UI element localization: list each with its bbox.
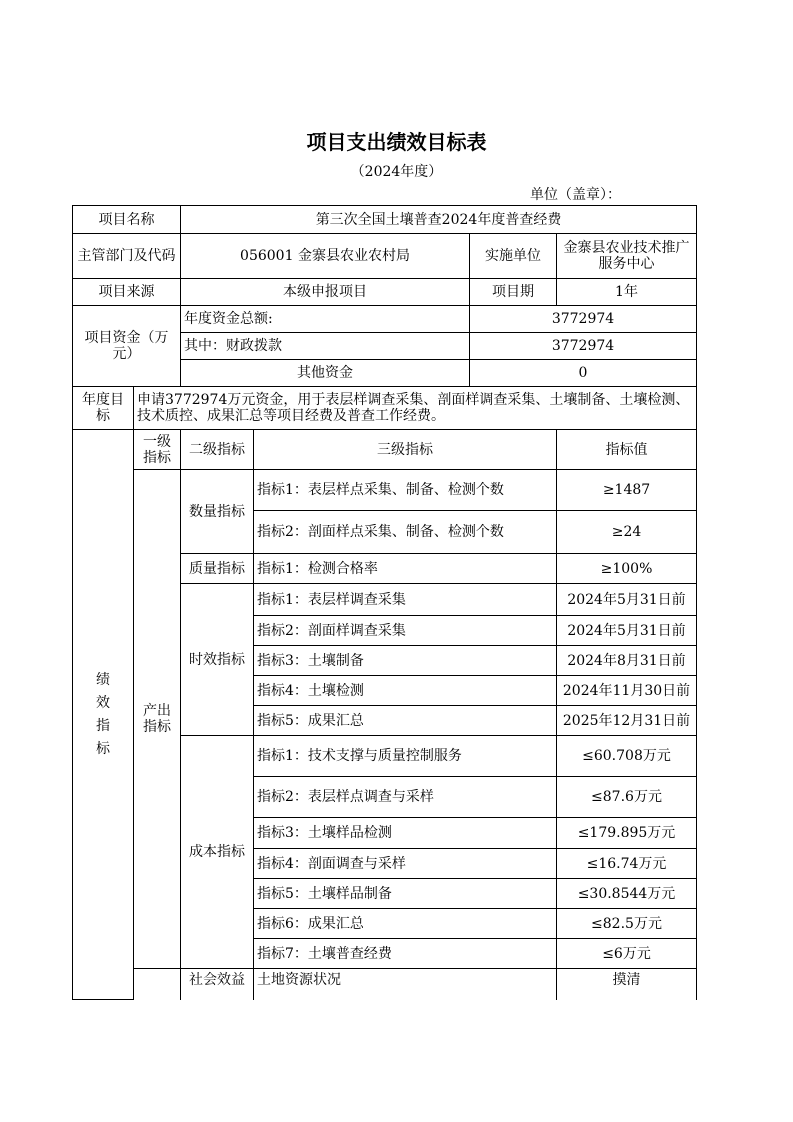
source-value: 本级申报项目 [181, 279, 470, 306]
funds-total-label: 年度资金总额: [181, 306, 470, 333]
indicator-name: 指标2：表层样点调查与采样 [254, 777, 557, 818]
indicator-value: ≥24 [557, 511, 697, 554]
funds-fiscal-value: 3772974 [470, 333, 697, 360]
funds-total-value: 3772974 [470, 306, 697, 333]
indicator-value: ≤82.5万元 [557, 909, 697, 939]
indicator-value: 2024年11月30日前 [557, 676, 697, 706]
source-label: 项目来源 [73, 279, 181, 306]
perf-indicators-text: 绩效指标 [96, 671, 110, 757]
indicator-value: 2024年5月31日前 [557, 584, 697, 616]
timeliness-indicator-label: 时效指标 [181, 584, 254, 736]
project-name-label: 项目名称 [73, 206, 181, 234]
indicator-name: 指标1：检测合格率 [254, 554, 557, 584]
indicator-value: 2025年12月31日前 [557, 706, 697, 736]
indicator-name: 土地资源状况 [254, 969, 557, 1000]
social-benefit-label: 社会效益 [181, 969, 254, 1000]
indicator-name: 指标1：表层样点采集、制备、检测个数 [254, 470, 557, 511]
page-title: 项目支出绩效目标表 [306, 130, 487, 154]
indicator-value: ≤87.6万元 [557, 777, 697, 818]
indicator-name: 指标1：技术支撑与质量控制服务 [254, 736, 557, 777]
indicator-value: ≤179.895万元 [557, 818, 697, 849]
indicator-name: 指标2：剖面样点采集、制备、检测个数 [254, 511, 557, 554]
indicator-name: 指标6：成果汇总 [254, 909, 557, 939]
perf-indicators-label [73, 430, 134, 1000]
col-level1-header: 一级指标 [134, 430, 181, 470]
indicator-name: 指标2：剖面样调查采集 [254, 616, 557, 646]
unit-seal-label: 单位（盖章）： [530, 187, 621, 203]
fiscal-year: （2024年度） [350, 164, 443, 180]
period-label: 项目期 [470, 279, 557, 306]
output-indicator-label: 产出指标 [134, 470, 181, 969]
col-level3-header: 三级指标 [254, 430, 557, 470]
indicator-value: ≥100% [557, 554, 697, 584]
indicator-value: ≤16.74万元 [557, 849, 697, 879]
cost-indicator-label: 成本指标 [181, 736, 254, 969]
funds-label: 项目资金（万元） [73, 306, 181, 387]
funds-fiscal-label: 其中：财政拨款 [181, 333, 470, 360]
quality-indicator-label: 质量指标 [181, 554, 254, 584]
annual-goal-label: 年度目标 [73, 387, 134, 430]
annual-goal-text: 申请3772974万元资金，用于表层样调查采集、剖面样调查采集、土壤制备、土壤检测、技术质控、成果汇总等项目经费及普查工作经费。 [134, 387, 697, 430]
dept-label: 主管部门及代码 [73, 234, 181, 279]
indicator-value: 摸清 [557, 969, 697, 1000]
indicator-value: ≤6万元 [557, 939, 697, 969]
funds-other-label: 其他资金 [181, 360, 470, 387]
indicator-value: 2024年5月31日前 [557, 616, 697, 646]
indicator-name: 指标7：土壤普查经费 [254, 939, 557, 969]
indicator-name: 指标5：土壤样品制备 [254, 879, 557, 909]
indicator-value: ≥1487 [557, 470, 697, 511]
project-name-value: 第三次全国土壤普查2024年度普查经费 [181, 206, 697, 234]
indicator-name: 指标4：剖面调查与采样 [254, 849, 557, 879]
impl-unit-label: 实施单位 [470, 234, 557, 279]
indicator-value: ≤30.8544万元 [557, 879, 697, 909]
indicator-name: 指标3：土壤样品检测 [254, 818, 557, 849]
quantity-indicator-label: 数量指标 [181, 470, 254, 554]
effect-indicator-cell [134, 969, 181, 1000]
dept-value: 056001 金寨县农业农村局 [181, 234, 470, 279]
funds-other-value: 0 [470, 360, 697, 387]
col-value-header: 指标值 [557, 430, 697, 470]
indicator-name: 指标1：表层样调查采集 [254, 584, 557, 616]
period-value: 1年 [557, 279, 697, 306]
col-level2-header: 二级指标 [181, 430, 254, 470]
impl-unit-value: 金寨县农业技术推广服务中心 [557, 234, 697, 279]
indicator-name: 指标4：土壤检测 [254, 676, 557, 706]
indicator-value: 2024年8月31日前 [557, 646, 697, 676]
performance-target-table [72, 205, 697, 1000]
indicator-value: ≤60.708万元 [557, 736, 697, 777]
indicator-name: 指标5：成果汇总 [254, 706, 557, 736]
indicator-name: 指标3：土壤制备 [254, 646, 557, 676]
